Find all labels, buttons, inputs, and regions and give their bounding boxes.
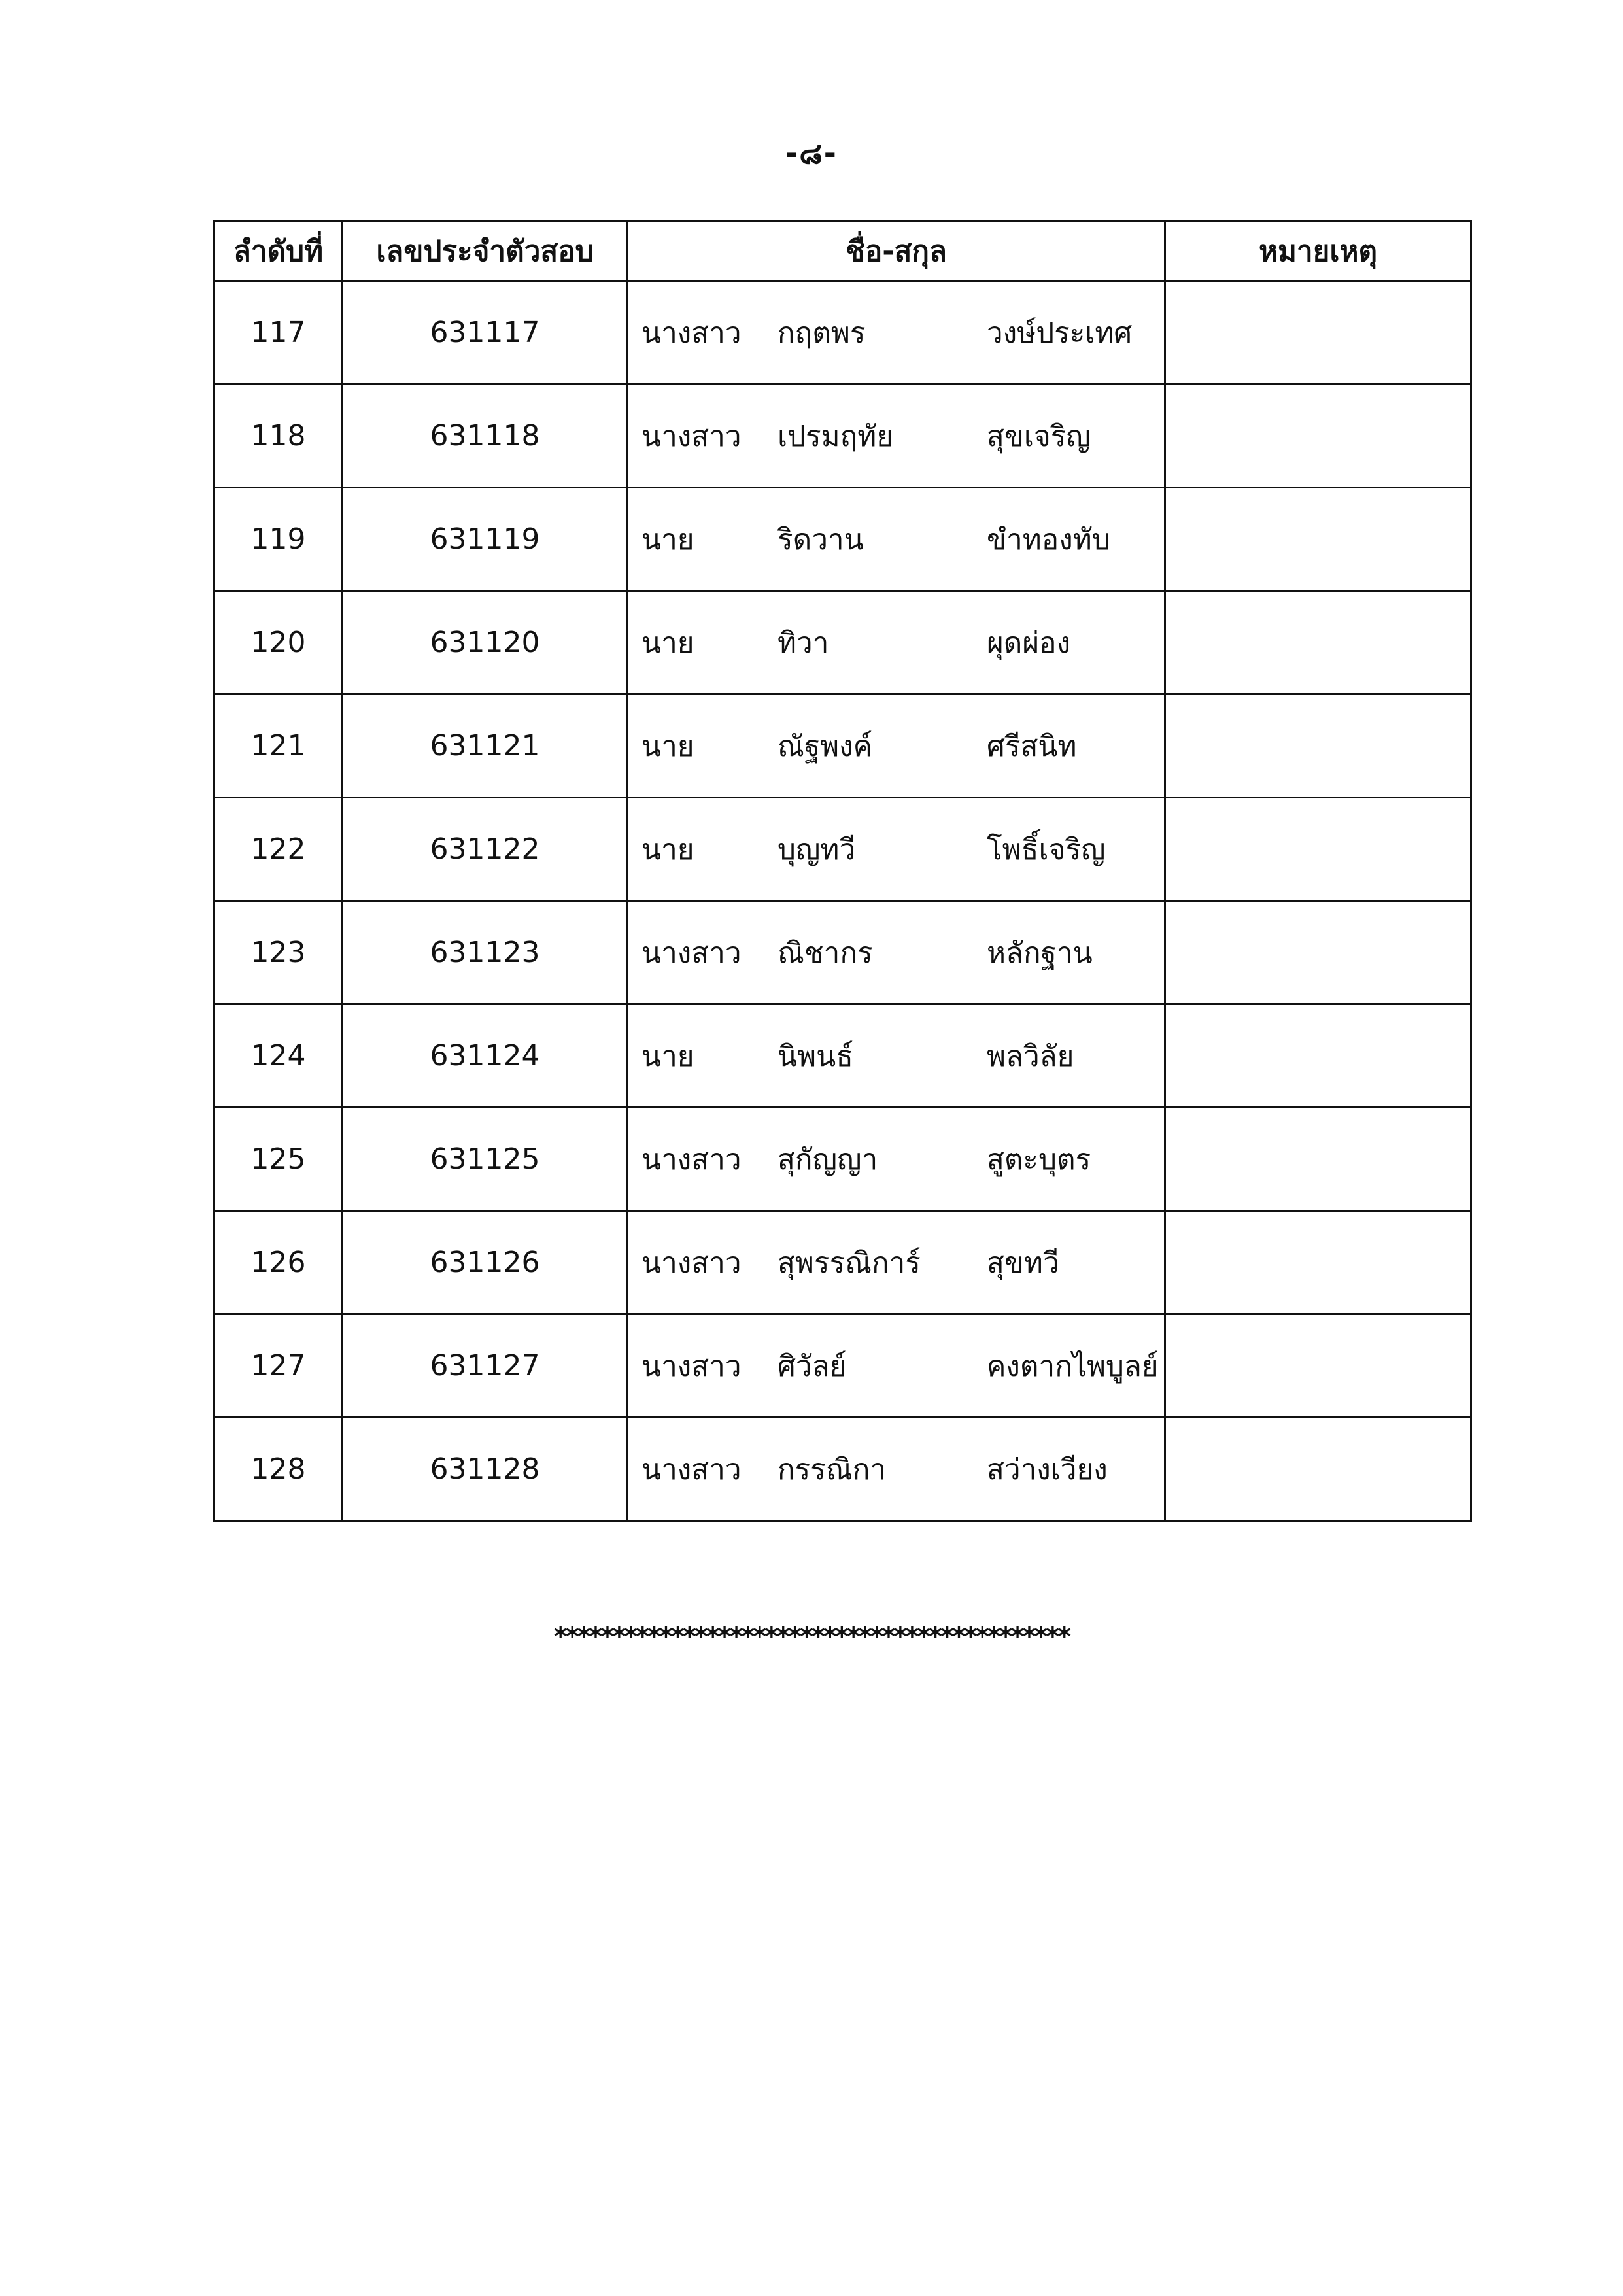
name-group	[628, 827, 1164, 872]
cell-seq: 125	[214, 1108, 343, 1211]
cell-seq: 119	[214, 488, 343, 591]
first-name: ณิชากร	[777, 936, 873, 970]
cell-exam-id: 631122	[343, 798, 628, 901]
name-prefix: นาย	[641, 523, 694, 557]
cell-remark	[1165, 694, 1471, 798]
name-prefix: นางสาว	[641, 936, 742, 970]
cell-seq: 127	[214, 1314, 343, 1418]
end-of-list-mark: ********************************************	[553, 1622, 1070, 1652]
table-row	[214, 1314, 1471, 1418]
cell-seq: 118	[214, 385, 343, 488]
name-prefix: นางสาว	[641, 1452, 742, 1486]
cell-remark	[1165, 385, 1471, 488]
name-group	[628, 1033, 1164, 1079]
cell-seq: 128	[214, 1418, 343, 1521]
page-number: -๘-	[785, 135, 838, 171]
name-prefix: นาย	[641, 1039, 694, 1073]
cell-remark	[1165, 591, 1471, 694]
cell-exam-id: 631127	[343, 1314, 628, 1418]
cell-full-name	[628, 591, 1165, 694]
cell-remark	[1165, 1108, 1471, 1211]
name-prefix: นางสาว	[641, 316, 742, 350]
cell-exam-id: 631118	[343, 385, 628, 488]
cell-full-name	[628, 694, 1165, 798]
header-remark: หมายเหตุ	[1165, 222, 1471, 281]
cell-full-name	[628, 281, 1165, 385]
cell-full-name	[628, 385, 1165, 488]
name-prefix: นางสาว	[641, 419, 742, 453]
cell-full-name	[628, 1418, 1165, 1521]
cell-exam-id: 631121	[343, 694, 628, 798]
cell-full-name	[628, 901, 1165, 1004]
first-name: ศิวัลย์	[777, 1349, 847, 1383]
name-prefix: นาย	[641, 626, 694, 660]
cell-remark	[1165, 1211, 1471, 1314]
cell-seq: 124	[214, 1004, 343, 1108]
first-name: ทิวา	[777, 626, 829, 660]
table-row	[214, 694, 1471, 798]
header-full-name: ชื่อ-สกุล	[628, 222, 1165, 281]
name-group	[628, 413, 1164, 459]
table-row	[214, 1211, 1471, 1314]
table-row	[214, 901, 1471, 1004]
name-prefix: นาย	[641, 832, 694, 866]
name-group	[628, 1343, 1164, 1389]
first-name: สุพรรณิการ์	[777, 1246, 921, 1280]
cell-exam-id: 631120	[343, 591, 628, 694]
cell-exam-id: 631126	[343, 1211, 628, 1314]
first-name: บุญทวี	[777, 832, 856, 866]
cell-remark	[1165, 488, 1471, 591]
name-prefix: นางสาว	[641, 1349, 742, 1383]
first-name: เปรมฤทัย	[777, 419, 894, 453]
cell-exam-id: 631123	[343, 901, 628, 1004]
last-name: ขำทองทับ	[987, 523, 1110, 557]
cell-seq: 122	[214, 798, 343, 901]
cell-exam-id: 631119	[343, 488, 628, 591]
cell-exam-id: 631125	[343, 1108, 628, 1211]
last-name: คงตากไพบูลย์	[987, 1349, 1159, 1383]
cell-seq: 117	[214, 281, 343, 385]
cell-exam-id: 631117	[343, 281, 628, 385]
last-name: โพธิ์เจริญ	[987, 832, 1106, 866]
name-prefix: นาย	[641, 729, 694, 763]
cell-seq: 121	[214, 694, 343, 798]
cell-remark	[1165, 1004, 1471, 1108]
first-name: สุกัญญา	[777, 1142, 878, 1176]
name-group	[628, 723, 1164, 769]
table-row	[214, 488, 1471, 591]
last-name: สุขทวี	[987, 1246, 1059, 1280]
table-row	[214, 1004, 1471, 1108]
name-prefix: นางสาว	[641, 1246, 742, 1280]
first-name: กรรณิกา	[777, 1452, 887, 1486]
cell-full-name	[628, 1108, 1165, 1211]
cell-remark	[1165, 1418, 1471, 1521]
cell-exam-id: 631128	[343, 1418, 628, 1521]
last-name: สว่างเวียง	[987, 1452, 1108, 1486]
first-name: กฤตพร	[777, 316, 866, 350]
name-prefix: นางสาว	[641, 1142, 742, 1176]
table-row	[214, 1418, 1471, 1521]
name-group	[628, 620, 1164, 666]
header-exam-id: เลขประจำตัวสอบ	[343, 222, 628, 281]
cell-seq: 120	[214, 591, 343, 694]
cell-full-name	[628, 1004, 1165, 1108]
first-name: ณัฐพงค์	[777, 729, 873, 763]
table-row	[214, 281, 1471, 385]
last-name: ศรีสนิท	[987, 729, 1077, 763]
first-name: นิพนธ์	[777, 1039, 854, 1073]
cell-seq: 123	[214, 901, 343, 1004]
cell-seq: 126	[214, 1211, 343, 1314]
cell-full-name	[628, 488, 1165, 591]
last-name: วงษ์ประเทศ	[987, 316, 1133, 350]
cell-full-name	[628, 1314, 1165, 1418]
last-name: สุขเจริญ	[987, 419, 1091, 453]
last-name: ผุดผ่อง	[987, 626, 1071, 660]
cell-remark	[1165, 281, 1471, 385]
cell-full-name	[628, 798, 1165, 901]
cell-exam-id: 631124	[343, 1004, 628, 1108]
name-group	[628, 517, 1164, 562]
table-row	[214, 798, 1471, 901]
cell-remark	[1165, 1314, 1471, 1418]
cell-full-name	[628, 1211, 1165, 1314]
last-name: สูตะบุตร	[987, 1142, 1091, 1176]
header-seq: ลำดับที่	[214, 222, 343, 281]
name-group	[628, 1447, 1164, 1492]
name-group	[628, 310, 1164, 356]
table-row	[214, 591, 1471, 694]
table-row	[214, 1108, 1471, 1211]
name-group	[628, 1137, 1164, 1182]
last-name: หลักฐาน	[987, 936, 1093, 970]
name-group	[628, 930, 1164, 976]
last-name: พลวิลัย	[987, 1039, 1074, 1073]
cell-remark	[1165, 798, 1471, 901]
cell-remark	[1165, 901, 1471, 1004]
first-name: ริดวาน	[777, 523, 864, 557]
table-header-row	[214, 222, 1471, 281]
candidate-table	[213, 220, 1472, 1522]
name-group	[628, 1240, 1164, 1286]
table-row	[214, 385, 1471, 488]
